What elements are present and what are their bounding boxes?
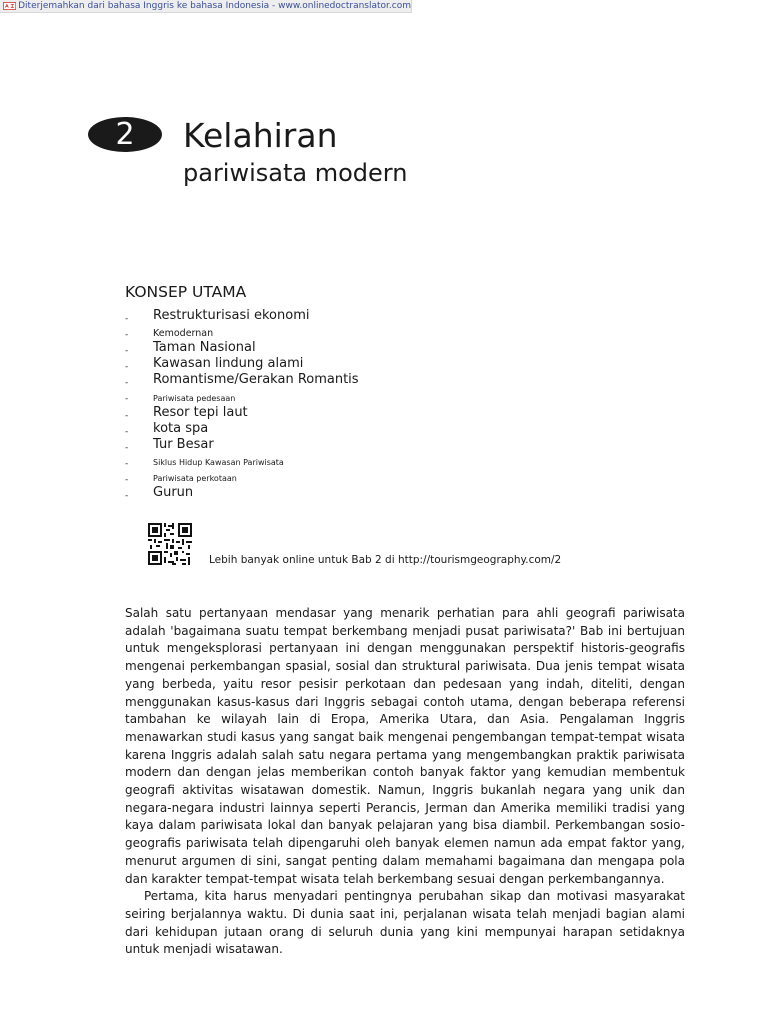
concept-term: kota spa [153, 420, 209, 436]
qr-code-icon [148, 523, 192, 565]
concept-term: Tur Besar [153, 436, 214, 452]
concept-term: Kawasan lindung alami [153, 356, 304, 372]
paragraph: Salah satu pertanyaan mendasar yang menarik perhatian para ahli geografi pariwisata adalah 'bagaimana suatu tempat berkembang menjadi pusat pariwisata?' Bab ini bertujuan untuk mengeksplorasi pertanyaan ini dengan menggunakan perspektif historis-geografis mengenai perkembangan spasial, sosial dan struktural pariwisata. Dua jenis tempat wisata yang berbeda, yaitu resor pesisir perkotaan dan pedesaan yang indah, diteliti, dengan menggunakan kasus-kasus dari Inggris sebagai contoh utama, dengan beberapa referensi tambahan ke wilayah lain di Eropa, Amerika Utara, dan Asia. Pengalaman Inggris menawarkan studi kasus yang sangat baik mengenai pengembangan tempat-tempat wisata karena Inggris adalah salah satu negara pertama yang mengembangkan praktik pariwisata modern dan dengan jelas memberikan contoh banyak faktor yang kemudian membentuk geografi aktivitas wisatawan domestik. Namun, Inggris bukanlah negara yang unik dan negara-negara industri lainnya seperti Perancis, Jerman dan Amerika memiliki tradisi yang kaya dalam pariwisata lokal dan banyak pelajaran yang bisa diambil. Perkembangan sosio-geografis pariwisata telah dipengaruhi oleh banyak elemen namun ada empat faktor yang, menurut argumen di sini, sangat penting dalam memahami bagaimana dan mengapa pola dan karakter tempat-tempat wisata telah berkembang sesuai dengan perkembangannya. [125, 606, 685, 886]
concept-term: Kemodernan [153, 328, 214, 340]
bullet-dash: - [125, 458, 129, 469]
list-item [125, 341, 525, 357]
list-item [125, 373, 525, 389]
bullet-dash: - [125, 442, 129, 453]
online-resources-link[interactable]: Lebih banyak online untuk Bab 2 di http://tourismgeography.com/2 [209, 554, 562, 566]
bullet-dash: - [125, 378, 129, 389]
translator-logo-icon [3, 1, 16, 11]
bullet-dash: - [125, 330, 129, 341]
list-item [125, 470, 525, 486]
concept-term: Gurun [153, 485, 194, 501]
bullet-dash: - [125, 491, 129, 502]
list-item [125, 406, 525, 422]
paragraph: Pertama, kita harus menyadari pentingnya perubahan sikap dan motivasi masyarakat seiring berjalannya waktu. Di dunia saat ini, perjalanan wisata telah menjadi bagian alami dari kehidupan jutaan orang di seluruh dunia yang kini mempunyai harapan setidaknya untuk menjadi wisatawan. [125, 889, 685, 957]
chapter-title: Kelahiran [183, 116, 338, 155]
translator-link[interactable]: Diterjemahkan dari bahasa Inggris ke bahasa Indonesia - www.onlinedoctranslator.com [18, 0, 411, 11]
concept-term: Siklus Hidup Kawasan Pariwisata [153, 457, 284, 467]
bullet-dash: - [125, 362, 129, 373]
list-item [125, 438, 525, 454]
list-item [125, 454, 525, 470]
list-item [125, 357, 525, 373]
list-item [125, 486, 525, 502]
translator-banner[interactable] [0, 0, 412, 13]
concept-term: Pariwisata perkotaan [153, 474, 237, 484]
key-concepts-list [125, 309, 525, 502]
list-item [125, 389, 525, 405]
concept-term: Restrukturisasi ekonomi [153, 308, 310, 324]
bullet-dash: - [125, 426, 129, 437]
concept-term: Romantisme/Gerakan Romantis [153, 372, 359, 388]
bullet-dash: - [125, 394, 129, 405]
bullet-dash: - [125, 346, 129, 357]
bullet-dash: - [125, 410, 129, 421]
list-item [125, 325, 525, 341]
bullet-dash: - [125, 314, 129, 324]
chapter-subtitle: pariwisata modern [183, 159, 408, 187]
bullet-dash: - [125, 474, 129, 485]
concept-term: Taman Nasional [153, 340, 256, 356]
concept-term: Pariwisata pedesaan [153, 393, 236, 403]
list-item [125, 422, 525, 438]
body-text [125, 605, 685, 959]
key-concepts-heading: KONSEP UTAMA [125, 283, 247, 301]
list-item [125, 309, 525, 325]
concept-term: Resor tepi laut [153, 404, 248, 420]
chapter-number-badge: 2 [88, 117, 162, 152]
